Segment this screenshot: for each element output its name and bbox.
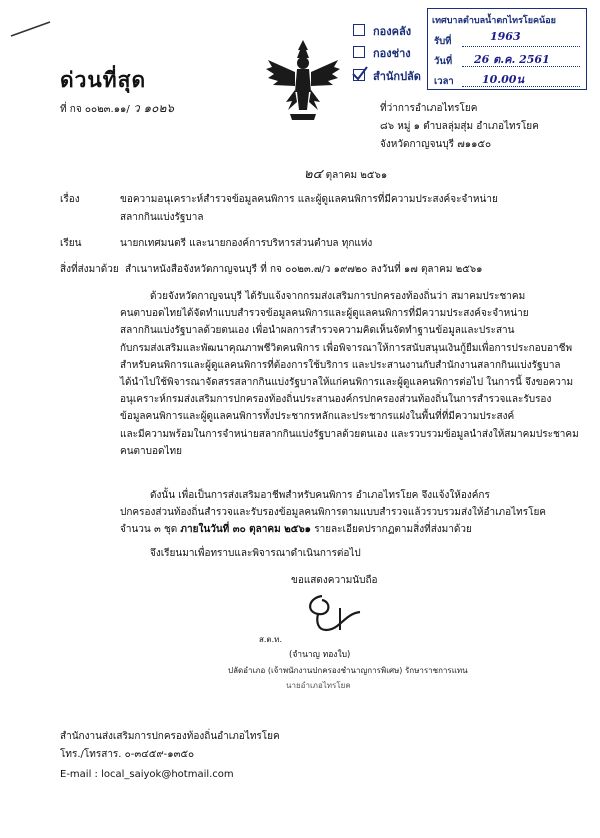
recipient-text: นายกเทศมนตรี และนายกองค์การบริหารส่วนตำบล ทุกแห่ง <box>120 238 373 249</box>
stamp-title: เทศบาลตำบลน้ำตกไทรโยคน้อย <box>432 16 556 26</box>
routing-label-finance: กองคลัง <box>373 25 412 38</box>
urgency-label: ด่วนที่สุด <box>60 68 147 92</box>
deadline-pre: จำนวน ๓ ชุด <box>120 524 181 536</box>
signer-position-1: ปลัดอำเภอ (เจ้าพนักงานปกครองชำนาญการพิเศษ) รักษาราชการแทน <box>228 666 468 675</box>
handwritten-mark <box>8 18 54 46</box>
routing-label-engineering: กองช่าง <box>373 47 411 60</box>
reference-number <box>60 101 174 117</box>
enclosure-text: สำเนาหนังสือจังหวัดกาญจนบุรี ที่ กจ ๐๐๒๓.๗/ว ๑๙๗๒๐ ลงวันที่ ๑๗ ตุลาคม ๒๕๖๑ <box>125 264 483 275</box>
sender-address-line2: จังหวัดกาญจนบุรี ๗๑๑๕๐ <box>380 139 492 150</box>
closing-salutation: ขอแสดงความนับถือ <box>291 575 378 586</box>
body-line: ด้วยจังหวัดกาญจนบุรี ได้รับแจ้งจากกรมส่งเสริมการปกครองท้องถิ่นว่า สมาคมประชาคม <box>150 291 526 302</box>
ref-label: ที่ กจ <box>60 104 82 115</box>
ref-number: ๐๐๒๓.๑๑/ <box>84 104 130 115</box>
garuda-emblem-icon <box>264 36 342 130</box>
date-day-handwritten: ๒๔ <box>304 167 323 182</box>
signer-name: (จำนาญ ทองใบ) <box>289 650 351 660</box>
body-line: ปกครองส่วนท้องถิ่นสำรวจและรับรองข้อมูลคนพิการตามแบบสำรวจแล้วรวบรวมส่งให้อำเภอไทรโยค <box>120 507 547 519</box>
subject-line1: ขอความอนุเคราะห์สำรวจข้อมูลคนพิการ และผู้ดูแลคนพิการที่มีความประสงค์จะจำหน่าย <box>120 194 498 205</box>
sender-office: ที่ว่าการอำเภอไทรโยค <box>380 103 478 114</box>
body-line: กับกรมส่งเสริมและพัฒนาคุณภาพชีวิตคนพิการ เพื่อพิจารณาให้การสนับสนุนเงินกู้ยืมเพื่อการประกอบอาชีพ <box>120 342 573 354</box>
body-line: สลากกินแบ่งรัฐบาลด้วยตนเอง เพื่อนำผลการสำรวจความคิดเห็นจัดทำฐานข้อมูลและประสาน <box>120 325 515 337</box>
stamp-time-label: เวลา <box>434 76 454 87</box>
body-line: อนุเคราะห์กรมส่งเสริมการปกครองท้องถิ่นประสานองค์กรปกครองส่วนท้องถิ่นในการสำรวจและรับรอง <box>120 394 552 406</box>
routing-label-clerk-office: สำนักปลัด <box>373 70 421 83</box>
checkbox-icon[interactable] <box>353 24 365 36</box>
body-paragraph-2 <box>120 487 546 539</box>
stamp-date-value: 26 ต.ค. 2561 <box>474 53 550 66</box>
sender-address-line1: ๘๖ หมู่ ๑ ตำบลลุ่มสุ่ม อำเภอไทรโยค <box>380 121 539 132</box>
signature-icon <box>300 590 370 640</box>
body-line: คนตาบอดไทย <box>120 445 182 457</box>
body-paragraph-1 <box>120 288 579 460</box>
deadline-post: รายละเอียดปรากฏตามสิ่งที่ส่งมาด้วย <box>311 524 472 536</box>
checkbox-icon[interactable] <box>353 46 365 58</box>
stamp-time-value: 10.00น <box>482 73 524 86</box>
stamp-number-label: รับที่ <box>434 36 452 47</box>
body-paragraph-3: จึงเรียนมาเพื่อทราบและพิจารณาดำเนินการต่อไป <box>150 548 361 559</box>
body-line <box>120 521 546 538</box>
body-line: คนตาบอดไทยได้จัดทำแบบสำรวจข้อมูลคนพิการและผู้ดูแลคนพิการที่มีความประสงค์จะจำหน่าย <box>120 308 529 320</box>
letter-date <box>304 167 387 183</box>
stamp-number-value: 1963 <box>490 30 521 43</box>
body-line: ข้อมูลคนพิการและผู้ดูแลคนพิการทั้งประชากรหลักและประชากรแฝงในพื้นที่ที่มีความประสงค์ <box>120 411 515 423</box>
footer-phone: โทร./โทรสาร. ๐-๓๔๕๙-๑๓๕๐ <box>60 749 195 760</box>
body-line: และมีความพร้อมในการจำหน่ายสลากกินแบ่งรัฐบาลด้วยตนเอง และรวบรวมข้อมูลนำส่งให้สมาคมประชาคม <box>120 428 579 440</box>
footer-email: E-mail : local_saiyok@hotmail.com <box>60 769 234 780</box>
subject-label: เรื่อง <box>60 194 80 205</box>
body-line: สำหรับคนพิการและผู้ดูแลคนพิการที่ต้องการใช้บริการ และประสานงานกับสำนักงานสลากกินแบ่งรัฐบาล <box>120 359 561 371</box>
enclosure-label: สิ่งที่ส่งมาด้วย <box>60 264 119 275</box>
stamp-date-label: วันที่ <box>434 56 453 67</box>
ref-handwritten: ว ๑๐๒๖ <box>132 101 174 115</box>
subject-line2: สลากกินแบ่งรัฐบาล <box>120 212 204 223</box>
footer-unit: สำนักงานส่งเสริมการปกครองท้องถิ่นอำเภอไทรโยค <box>60 731 280 742</box>
body-line: ได้นำไปใช้พิจารณาจัดสรรสลากกินแบ่งรัฐบาลให้แก่คนพิการและผู้ดูแลคนพิการต่อไป ในการนี้ จึงขอความ <box>120 377 574 389</box>
checkbox-icon[interactable] <box>353 69 365 81</box>
deadline-bold: ภายในวันที่ ๓๐ ตุลาคม ๒๕๖๑ <box>180 524 312 536</box>
date-month-year: ตุลาคม ๒๕๖๑ <box>325 170 388 181</box>
recipient-label: เรียน <box>60 238 82 249</box>
signer-position-2: นายอำเภอไทรโยค <box>286 681 351 690</box>
received-stamp <box>427 8 587 90</box>
stamp-number-line <box>462 46 580 47</box>
body-line: ดังนั้น เพื่อเป็นการส่งเสริมอาชีพสำหรับคนพิการ อำเภอไทรโยค จึงแจ้งให้องค์กร <box>150 490 490 501</box>
signer-initials: ส.ต.ท. <box>259 635 282 644</box>
